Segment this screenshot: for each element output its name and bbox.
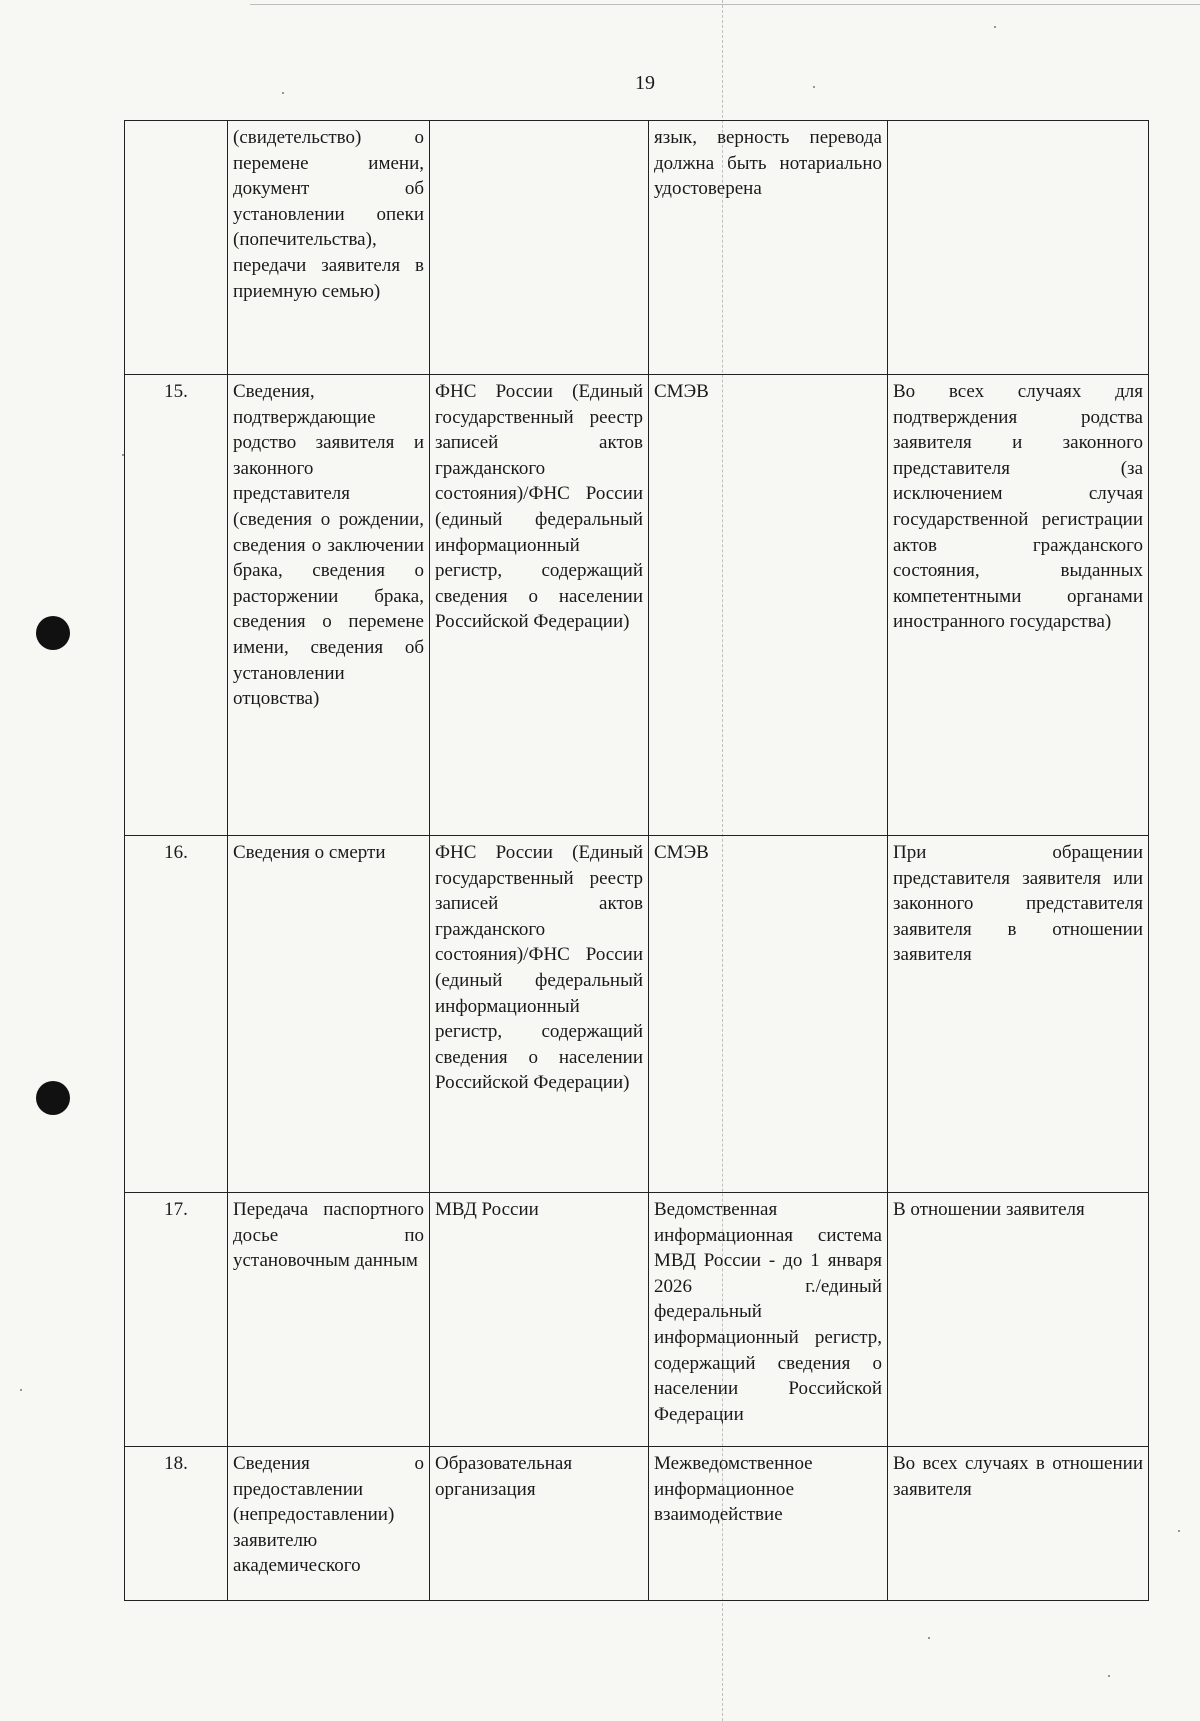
- scan-speck: [282, 92, 284, 94]
- scan-speck: [20, 1389, 22, 1391]
- note-cell: В отношении заявителя: [888, 1193, 1149, 1447]
- source-cell: [430, 121, 649, 375]
- table-row: [125, 1193, 1149, 1447]
- info-cell: Сведения, подтверждающие родство заявителя и законного представителя (сведения о рождении, сведения о заключении брака, сведения о расторжении брака, сведения о перемене имени, сведения об установлении отцовства): [228, 375, 430, 836]
- row-number: [125, 121, 228, 375]
- method-cell: Межведомственное информационное взаимодействие: [649, 1447, 888, 1601]
- row-number: 15.: [125, 375, 228, 836]
- method-cell: СМЭВ: [649, 375, 888, 836]
- document-table: [124, 120, 1149, 1601]
- info-cell: (свидетельство) о перемене имени, документ об установлении опеки (попечительства), передачи заявителя в приемную семью): [228, 121, 430, 375]
- source-cell: ФНС России (Единый государственный реестр записей актов гражданского состояния)/ФНС России (единый федеральный информационный регистр, содержащий сведения о населении Российской Федерации): [430, 375, 649, 836]
- scan-speck: [928, 1637, 930, 1639]
- table-row: [125, 121, 1149, 375]
- info-cell: Сведения о предоставлении (непредоставлении) заявителю академического: [228, 1447, 430, 1601]
- row-number: 18.: [125, 1447, 228, 1601]
- row-number: 16.: [125, 836, 228, 1193]
- scan-top-edge: [250, 4, 1200, 5]
- table-row: [125, 1447, 1149, 1601]
- source-cell: Образовательная организация: [430, 1447, 649, 1601]
- scan-speck: [1108, 1675, 1110, 1677]
- row-number: 17.: [125, 1193, 228, 1447]
- note-cell: При обращении представителя заявителя или законного представителя заявителя в отношении заявителя: [888, 836, 1149, 1193]
- table-row: [125, 836, 1149, 1193]
- info-cell: Передача паспортного досье по установочным данным: [228, 1193, 430, 1447]
- info-cell: Сведения о смерти: [228, 836, 430, 1193]
- scan-speck: [994, 26, 996, 28]
- note-cell: Во всех случаях для подтверждения родства заявителя и законного представителя (за исключением случая государственной регистрации актов гражданского состояния, выданных компетентными органами иностранного государства): [888, 375, 1149, 836]
- punch-hole-upper: [36, 616, 70, 650]
- scan-speck: [813, 86, 815, 88]
- source-cell: ФНС России (Единый государственный реестр записей актов гражданского состояния)/ФНС России (единый федеральный информационный регистр, содержащий сведения о населении Российской Федерации): [430, 836, 649, 1193]
- note-cell: [888, 121, 1149, 375]
- source-cell: МВД России: [430, 1193, 649, 1447]
- page-number: 19: [635, 72, 655, 94]
- scan-speck: [1178, 1530, 1180, 1532]
- method-cell: язык, верность перевода должна быть нотариально удостоверена: [649, 121, 888, 375]
- method-cell: Ведомственная информационная система МВД России - до 1 января 2026 г./единый федеральный информационный регистр, содержащий сведения о населении Российской Федерации: [649, 1193, 888, 1447]
- note-cell: Во всех случаях в отношении заявителя: [888, 1447, 1149, 1601]
- punch-hole-lower: [36, 1081, 70, 1115]
- method-cell: СМЭВ: [649, 836, 888, 1193]
- table-row: [125, 375, 1149, 836]
